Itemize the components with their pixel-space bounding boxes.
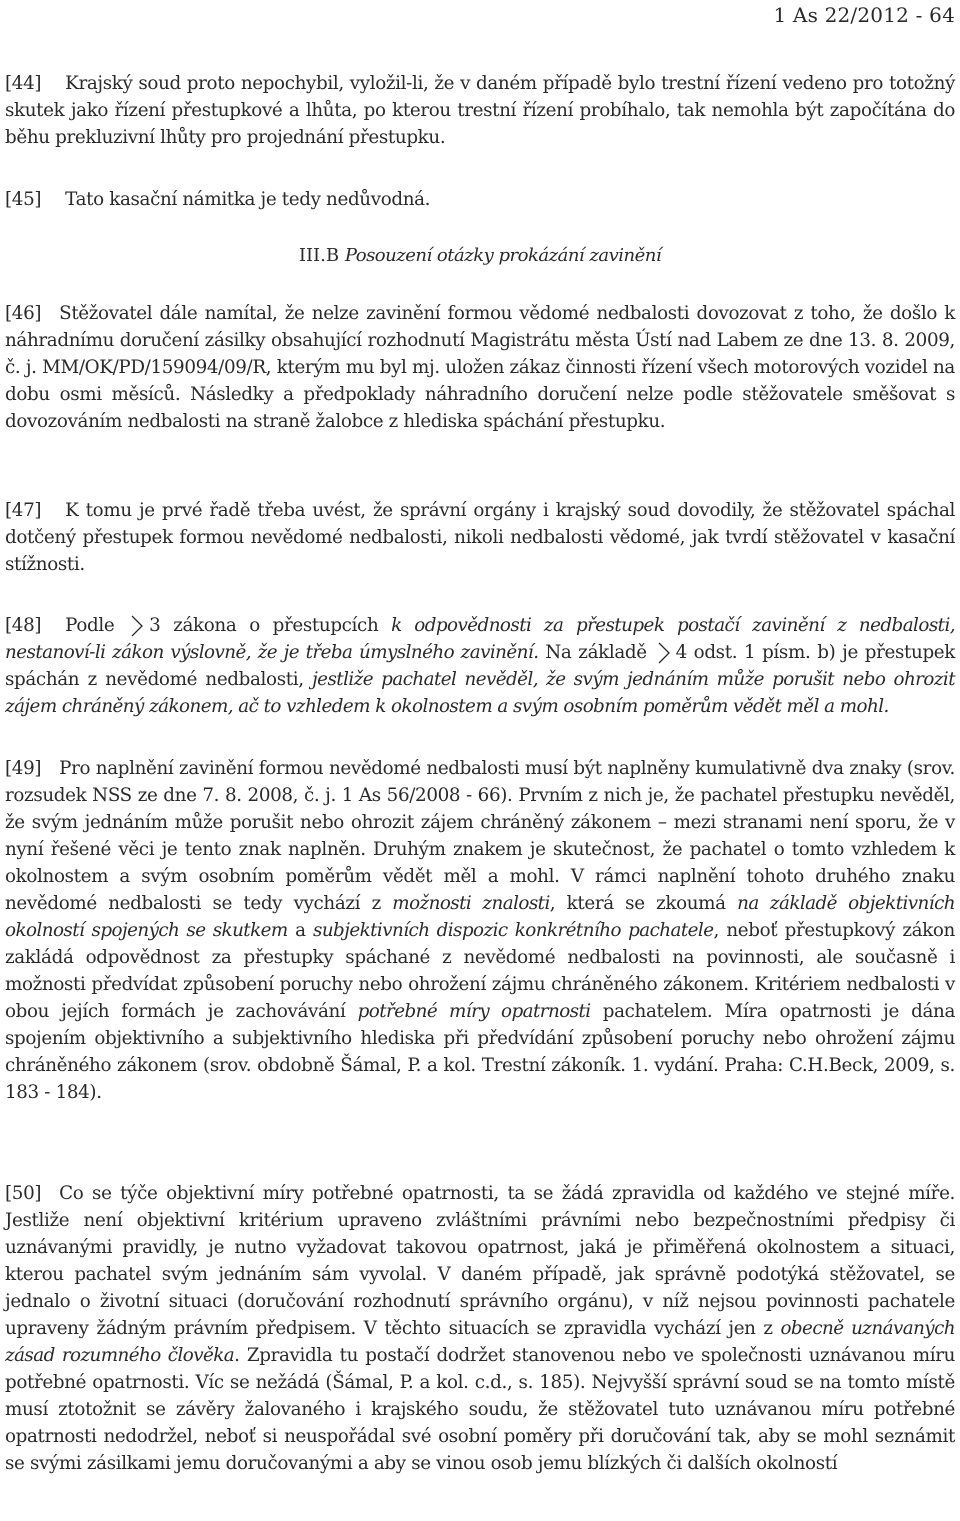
paragraph-49 <box>5 755 955 1106</box>
paragraph-number: [46] <box>5 303 42 324</box>
paragraph-emphasis-4: potřebné míry opatrnosti <box>357 1001 591 1022</box>
paragraph-text: Stěžovatel dále namítal, že nelze zavinění formou vědomé nedbalosti dovozovat z toho, že došlo k náhradnímu doručení zásilky obsahující rozhodnutí Magistrátu města Ústí nad Labem ze dne 13. 8. 2009, č. j. MM/OK/PD/159094/09/R, kterým mu byl mj. uložen zákaz činnosti řízení všech motorových vozidel na dobu osmi měsíců. Následky a předpoklady náhradního doručení nelze podle stěžovatele směšovat s dovozováním nedbalosti na straně žalobce z hlediska spáchání přestupku. <box>5 303 955 432</box>
section-heading <box>5 242 955 269</box>
paragraph-45 <box>5 186 955 213</box>
paragraph-number: [47] <box>5 500 42 521</box>
paragraph-text: Krajský soud proto nepochybil, vyložil-li, že v daném případě bylo trestní řízení vedeno pro totožný skutek jako řízení přestupkové a lhůta, po kterou trestní řízení probíhalo, tak nemohla být započítána do běhu prekluzivní lhůty pro projednání přestupku. <box>5 73 955 148</box>
paragraph-text-1: Podle <box>65 615 115 636</box>
paragraph-text-3: Na základě <box>538 642 647 663</box>
section-sign-icon <box>654 639 676 666</box>
paragraph-text-4: 4 odst. 1 písm. b) je přestupek spáchán z nevědomé nedbalosti, <box>5 642 955 690</box>
paragraph-50 <box>5 1180 955 1477</box>
section-number: III.B <box>298 245 340 266</box>
paragraph-text-5: pachatelem. Míra opatrnosti je dána spojením objektivního a subjektivního hlediska při předvídání způsobení poruchy nebo ohrožení zájmu chráněného zákonem (srov. obdobně Šámal, P. a kol. Trestní zákoník. 1. vydání. Praha: C.H.Beck, 2009, s. 183 - 184). <box>5 1001 955 1103</box>
paragraph-emphasis-3: subjektivních dispozic konkrétního pachatele <box>313 920 714 941</box>
paragraph-44 <box>5 70 955 151</box>
paragraph-number: [49] <box>5 758 42 779</box>
paragraph-text-2: . Zpravidla tu postačí dodržet stanovenou nebo ve společnosti uznávanou míru potřebné opatrnosti. Víc se nežádá (Šámal, P. a kol. c.d., s. 185). Nejvyšší správní soud se na tomto místě musí ztotožnit se závěry žalovaného i krajského soudu, že stěžovatel tuto uznávanou míru potřebné opatrnosti nedodržel, neboť si neuspořádal své osobní poměry při doručování tak, aby se mohl seznámit se svými zásilkami jemu doručovanými a aby se vinou osob jemu blízkých či dalších okolností <box>5 1345 956 1474</box>
paragraph-text-4: , neboť přestupkový zákon zakládá odpovědnost za přestupky spáchané z nevědomé nedbalosti na povinnosti, ale současně i možnosti předvídat způsobení poruchy nebo ohrožení zájmu chráněného zákonem. Kritériem nedbalosti v obou jejích formách je zachovávání <box>5 920 955 1022</box>
paragraph-emphasis-2: na základě objektivních okolností spojených se skutkem <box>5 893 955 941</box>
paragraph-text-1: Pro naplnění zavinění formou nevědomé nedbalosti musí být naplněny kumulativně dva znaky (srov. rozsudek NSS ze dne 7. 8. 2008, č. j. 1 As 56/2008 - 66). Prvním z nich je, že pachatel přestupku nevěděl, že svým jednáním může porušit nebo ohrozit zájem chráněný zákonem – mezi stranami není sporu, že v nyní řešené věci je tento znak naplněn. Druhým znakem je skutečnost, že pachatel o tomto vzhledem k okolnostem a svým osobním poměrům vědět měl a mohl. V rámci naplnění tohoto druhého znaku nevědomé nedbalosti se tedy vychází z <box>5 758 955 914</box>
case-reference: 1 As 22/2012 - 64 <box>773 3 955 27</box>
paragraph-text: K tomu je prvé řadě třeba uvést, že správní orgány i krajský soud dovodily, že stěžovatel spáchal dotčený přestupek formou nevědomé nedbalosti, nikoli nedbalosti vědomé, jak tvrdí stěžovatel v kasační stížnosti. <box>5 500 955 575</box>
section-title: Posouzení otázky prokázání zavinění <box>344 245 662 266</box>
paragraph-quote-2: jestliže pachatel nevěděl, že svým jednáním může porušit nebo ohrozit zájem chráněný zákonem, ač to vzhledem k okolnostem a svým osobním poměrům vědět měl a mohl. <box>5 669 955 717</box>
paragraph-text-3: a <box>287 920 313 941</box>
paragraph-48 <box>5 612 955 720</box>
paragraph-text-2: 3 zákona o přestupcích <box>149 615 392 636</box>
paragraph-number: [48] <box>5 615 42 636</box>
paragraph-47 <box>5 497 955 578</box>
paragraph-emphasis-1: obecně uznávaných zásad rozumného člověka <box>5 1318 955 1366</box>
section-sign-icon <box>127 612 149 639</box>
paragraph-quote-1: k odpovědnosti za přestupek postačí zavinění z nedbalosti, nestanoví-li zákon výslovně, že je třeba úmyslného zavinění. <box>5 615 956 663</box>
paragraph-number: [50] <box>5 1183 42 1204</box>
paragraph-emphasis-1: možnosti znalosti <box>392 893 550 914</box>
paragraph-46 <box>5 300 955 435</box>
paragraph-text-2: , která se zkoumá <box>549 893 738 914</box>
paragraph-number: [44] <box>5 73 42 94</box>
paragraph-text-1: Co se týče objektivní míry potřebné opatrnosti, ta se žádá zpravidla od každého ve stejné míře. Jestliže není objektivní kritérium upraveno zvláštními právními nebo bezpečnostními předpisy či uznávanými pravidly, je nutno vyžadovat takovou opatrnost, jaká je přiměřená okolnostem a situaci, kterou pachatel svým jednáním sám vyvolal. V daném případě, jak správně podotýká stěžovatel, se jednalo o životní situaci (doručování rozhodnutí správního orgánu), v níž nejsou povinnosti pachatele upraveny žádným právním předpisem. V těchto situacích se zpravidla vychází jen z <box>5 1183 955 1339</box>
paragraph-number: [45] <box>5 189 42 210</box>
paragraph-text: Tato kasační námitka je tedy nedůvodná. <box>65 189 431 210</box>
